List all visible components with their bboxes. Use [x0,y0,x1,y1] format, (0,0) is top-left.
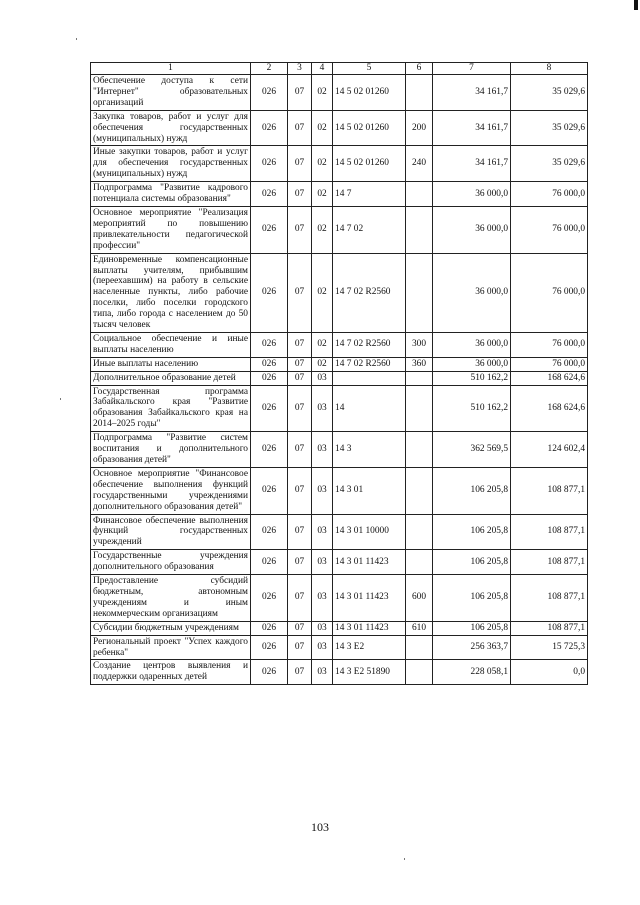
row-target-article-code: 14 7 02 R2560 [333,332,406,357]
row-name: Единовременные компенсационные выплаты учителям, прибывшим (переехавшим) на работу в сельские населенные пункты, либо рабочие поселки, либо поселки городского типа, либо города с населением до 50 тысяч человек [91,253,251,332]
row-grbs-code: 026 [251,371,288,385]
row-section-code: 07 [288,110,312,146]
row-name: Иные выплаты населению [91,357,251,371]
row-grbs-code: 026 [251,357,288,371]
row-section-code: 07 [288,206,312,253]
row-grbs-code: 026 [251,75,288,111]
row-amount-year-1: 36 000,0 [433,332,511,357]
row-target-article-code: 14 3 [333,432,406,468]
row-target-article-code: 14 5 02 01260 [333,75,406,111]
row-amount-year-2: 108 877,1 [511,467,588,514]
row-name: Дополнительное образование детей [91,371,251,385]
row-name: Государственная программа Забайкальского края "Развитие образования Забайкальского края на 2014–2025 годы" [91,385,251,432]
row-amount-year-1: 106 205,8 [433,621,511,635]
row-amount-year-2: 15 725,3 [511,635,588,660]
row-grbs-code: 026 [251,621,288,635]
row-amount-year-1: 34 161,7 [433,110,511,146]
row-target-article-code: 14 3 01 11423 [333,621,406,635]
row-target-article-code: 14 3 01 [333,467,406,514]
row-subsection-code: 02 [312,357,333,371]
row-amount-year-2: 35 029,6 [511,75,588,111]
row-section-code: 07 [288,146,312,182]
row-section-code: 07 [288,432,312,468]
row-amount-year-2: 108 877,1 [511,514,588,550]
row-amount-year-2: 76 000,0 [511,332,588,357]
table-row [91,146,588,182]
row-amount-year-2: 76 000,0 [511,182,588,207]
row-amount-year-1: 36 000,0 [433,253,511,332]
row-amount-year-2: 124 602,4 [511,432,588,468]
row-amount-year-2: 108 877,1 [511,550,588,575]
row-name: Обеспечение доступа к сети "Интернет" образовательных организаций [91,75,251,111]
row-amount-year-1: 34 161,7 [433,146,511,182]
row-name: Социальное обеспечение и иные выплаты населению [91,332,251,357]
row-target-article-code: 14 3 E2 51890 [333,660,406,685]
row-section-code: 07 [288,75,312,111]
row-target-article-code: 14 3 01 10000 [333,514,406,550]
row-section-code: 07 [288,385,312,432]
table-header-row [91,63,588,75]
row-amount-year-2: 168 624,6 [511,385,588,432]
row-subsection-code: 02 [312,75,333,111]
row-expense-type-code [406,385,433,432]
row-amount-year-1: 106 205,8 [433,514,511,550]
row-amount-year-1: 362 569,5 [433,432,511,468]
row-subsection-code: 02 [312,110,333,146]
row-grbs-code: 026 [251,253,288,332]
row-section-code: 07 [288,660,312,685]
row-amount-year-1: 510 162,2 [433,371,511,385]
row-subsection-code: 02 [312,146,333,182]
row-target-article-code: 14 5 02 01260 [333,110,406,146]
table-row [91,550,588,575]
row-section-code: 07 [288,467,312,514]
table-row [91,253,588,332]
row-amount-year-2: 76 000,0 [511,357,588,371]
row-amount-year-2: 0,0 [511,660,588,685]
scan-speck [404,858,405,860]
row-grbs-code: 026 [251,146,288,182]
row-expense-type-code [406,206,433,253]
row-target-article-code: 14 3 E2 [333,635,406,660]
table-row [91,110,588,146]
row-amount-year-1: 510 162,2 [433,385,511,432]
scan-mark [634,0,638,10]
table-row [91,467,588,514]
row-subsection-code: 02 [312,332,333,357]
header-col-6: 6 [406,63,433,75]
row-subsection-code: 03 [312,550,333,575]
row-grbs-code: 026 [251,332,288,357]
row-target-article-code: 14 [333,385,406,432]
row-subsection-code: 03 [312,467,333,514]
row-expense-type-code [406,432,433,468]
row-name: Создание центров выявления и поддержки одаренных детей [91,660,251,685]
row-grbs-code: 026 [251,110,288,146]
row-expense-type-code [406,550,433,575]
row-expense-type-code [406,182,433,207]
row-expense-type-code [406,635,433,660]
row-name: Государственные учреждения дополнительного образования [91,550,251,575]
row-subsection-code: 02 [312,206,333,253]
header-col-1: 1 [91,63,251,75]
row-target-article-code: 14 7 [333,182,406,207]
header-col-4: 4 [312,63,333,75]
row-expense-type-code: 360 [406,357,433,371]
row-section-code: 07 [288,182,312,207]
row-amount-year-2: 35 029,6 [511,110,588,146]
row-section-code: 07 [288,514,312,550]
header-col-7: 7 [433,63,511,75]
budget-table [90,62,588,685]
row-section-code: 07 [288,575,312,622]
table-row [91,371,588,385]
row-expense-type-code: 240 [406,146,433,182]
row-name: Подпрограмма "Развитие кадрового потенциала системы образования" [91,182,251,207]
row-name: Субсидии бюджетным учреждениям [91,621,251,635]
row-amount-year-1: 228 058,1 [433,660,511,685]
page-number: 103 [311,820,329,834]
row-amount-year-1: 106 205,8 [433,575,511,622]
row-subsection-code: 02 [312,253,333,332]
row-target-article-code: 14 3 01 11423 [333,575,406,622]
table-row [91,575,588,622]
row-expense-type-code [406,467,433,514]
row-subsection-code: 03 [312,432,333,468]
table-row [91,332,588,357]
row-expense-type-code [406,514,433,550]
row-target-article-code: 14 7 02 [333,206,406,253]
row-subsection-code: 03 [312,514,333,550]
row-amount-year-2: 168 624,6 [511,371,588,385]
row-amount-year-2: 108 877,1 [511,575,588,622]
row-name: Закупка товаров, работ и услуг для обеспечения государственных (муниципальных) нужд [91,110,251,146]
row-expense-type-code: 600 [406,575,433,622]
row-amount-year-1: 34 161,7 [433,75,511,111]
header-col-5: 5 [333,63,406,75]
row-section-code: 07 [288,550,312,575]
row-subsection-code: 03 [312,371,333,385]
row-grbs-code: 026 [251,182,288,207]
header-col-8: 8 [511,63,588,75]
header-col-2: 2 [251,63,288,75]
row-expense-type-code [406,660,433,685]
row-amount-year-1: 106 205,8 [433,550,511,575]
row-expense-type-code [406,75,433,111]
row-name: Региональный проект "Успех каждого ребенка" [91,635,251,660]
row-subsection-code: 02 [312,182,333,207]
row-subsection-code: 03 [312,660,333,685]
row-name: Предоставление субсидий бюджетным, автономным учреждениям и иным некоммерческим организациям [91,575,251,622]
table-row [91,182,588,207]
row-subsection-code: 03 [312,385,333,432]
table-row [91,660,588,685]
row-amount-year-1: 256 363,7 [433,635,511,660]
row-amount-year-2: 76 000,0 [511,253,588,332]
row-amount-year-1: 36 000,0 [433,357,511,371]
row-amount-year-1: 36 000,0 [433,182,511,207]
row-name: Основное мероприятие "Реализация мероприятий по повышению привлекательности педагогической профессии" [91,206,251,253]
row-target-article-code: 14 7 02 R2560 [333,253,406,332]
row-grbs-code: 026 [251,550,288,575]
row-subsection-code: 03 [312,621,333,635]
row-amount-year-2: 76 000,0 [511,206,588,253]
row-name: Иные закупки товаров, работ и услуг для обеспечения государственных (муниципальных) нужд [91,146,251,182]
row-section-code: 07 [288,635,312,660]
row-section-code: 07 [288,332,312,357]
row-grbs-code: 026 [251,660,288,685]
row-amount-year-2: 108 877,1 [511,621,588,635]
table-body [91,75,588,685]
table-row [91,621,588,635]
row-grbs-code: 026 [251,206,288,253]
header-col-3: 3 [288,63,312,75]
row-expense-type-code [406,253,433,332]
row-grbs-code: 026 [251,575,288,622]
row-subsection-code: 03 [312,575,333,622]
row-target-article-code: 14 3 01 11423 [333,550,406,575]
row-expense-type-code [406,371,433,385]
row-name: Финансовое обеспечение выполнения функций государственных учреждений [91,514,251,550]
row-name: Подпрограмма "Развитие систем воспитания и дополнительного образования детей" [91,432,251,468]
table-row [91,206,588,253]
scan-speck [76,38,77,40]
row-grbs-code: 026 [251,385,288,432]
row-target-article-code [333,371,406,385]
row-section-code: 07 [288,253,312,332]
row-grbs-code: 026 [251,467,288,514]
table-row [91,75,588,111]
row-amount-year-2: 35 029,6 [511,146,588,182]
row-target-article-code: 14 7 02 R2560 [333,357,406,371]
row-section-code: 07 [288,621,312,635]
row-expense-type-code: 300 [406,332,433,357]
row-section-code: 07 [288,371,312,385]
row-section-code: 07 [288,357,312,371]
row-grbs-code: 026 [251,432,288,468]
row-expense-type-code: 200 [406,110,433,146]
row-expense-type-code: 610 [406,621,433,635]
row-name: Основное мероприятие "Финансовое обеспечение выполнения функций государственными учреждениями дополнительного образования детей" [91,467,251,514]
table-row [91,432,588,468]
row-amount-year-1: 106 205,8 [433,467,511,514]
row-amount-year-1: 36 000,0 [433,206,511,253]
row-grbs-code: 026 [251,514,288,550]
table-row [91,635,588,660]
row-subsection-code: 03 [312,635,333,660]
table-row [91,385,588,432]
row-grbs-code: 026 [251,635,288,660]
table-row [91,514,588,550]
table-row [91,357,588,371]
row-target-article-code: 14 5 02 01260 [333,146,406,182]
scan-speck [60,398,61,400]
